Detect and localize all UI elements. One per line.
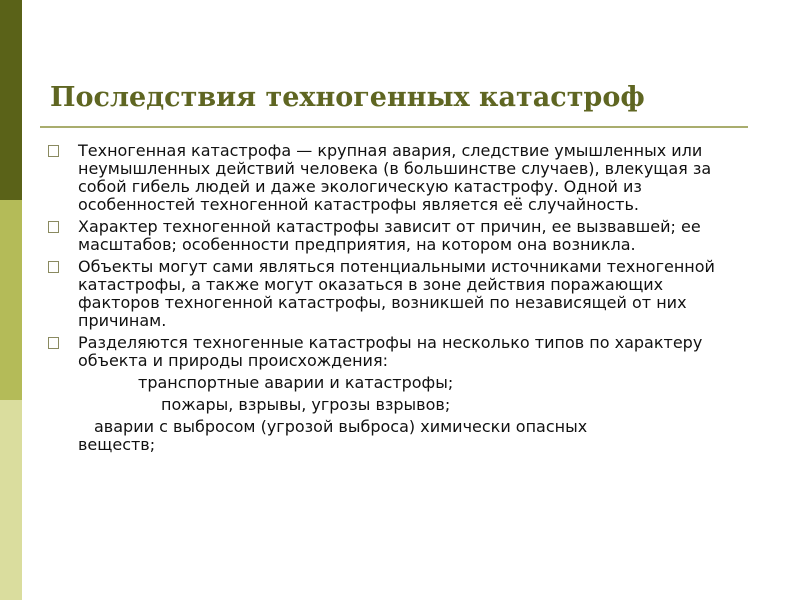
type-item-chemical-continued: веществ; xyxy=(78,435,156,454)
list-item xyxy=(48,334,748,370)
type-item-fires: пожары, взрывы, угрозы взрывов; xyxy=(161,395,451,414)
bullet-square-icon xyxy=(48,221,59,233)
list-item xyxy=(48,258,748,330)
page-title: Последствия техногенных катастроф xyxy=(50,82,645,113)
sidebar-stripe xyxy=(0,0,22,600)
list-item xyxy=(48,218,748,254)
bullet-text: Характер техногенной катастрофы зависит от причин, ее вызвавшей; ее масштабов; особенности предприятия, на котором она возникла. xyxy=(78,217,701,254)
type-item-transport: транспортные аварии и катастрофы; xyxy=(138,373,454,392)
list-item xyxy=(48,142,748,214)
sidebar-block-mid xyxy=(0,200,22,400)
type-item-chemical: аварии с выбросом (угрозой выброса) химически опасных xyxy=(94,417,588,436)
bullet-square-icon xyxy=(48,337,59,349)
bullet-square-icon xyxy=(48,261,59,273)
bullet-text: Техногенная катастрофа — крупная авария, следствие умышленных или неумышленных действий человека (в большинстве случаев), влекущая за собой гибель людей и даже экологическую катастрофу. Одной из особенностей техногенной катастрофы является её случайность. xyxy=(78,141,712,214)
bullet-text: Объекты могут сами являться потенциальными источниками техногенной катастрофы, а также могут оказаться в зоне действия поражающих факторов техногенной катастрофы, возникшей по независящей от них причинам. xyxy=(78,257,715,330)
sidebar-block-light xyxy=(0,400,22,600)
bullet-text: Разделяются техногенные катастрофы на несколько типов по характеру объекта и природы происхождения: xyxy=(78,333,703,370)
sidebar-block-dark xyxy=(0,0,22,200)
slide-body xyxy=(48,142,748,454)
bullet-square-icon xyxy=(48,145,59,157)
title-divider xyxy=(40,126,748,128)
